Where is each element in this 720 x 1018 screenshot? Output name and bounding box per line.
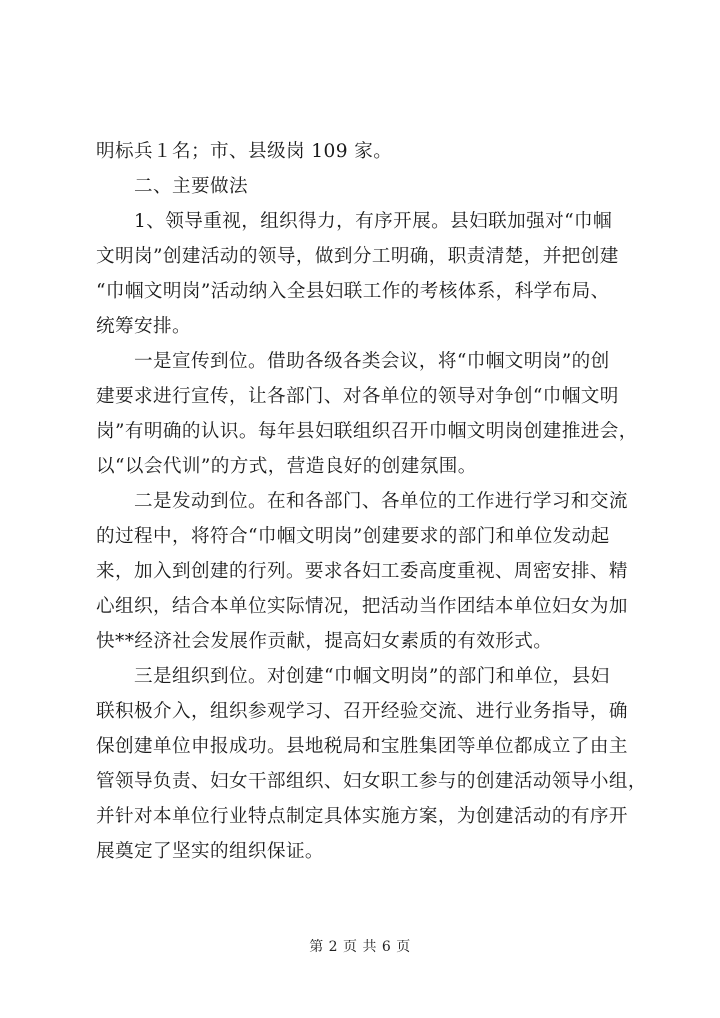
text-line: 建要求进行宣传，让各部门、对各单位的领导对争创“巾帼文明 <box>96 386 619 407</box>
text-line: “巾帼文明岗”活动纳入全县妇联工作的考核体系，科学布局、 <box>96 281 610 302</box>
document-body <box>96 134 647 869</box>
text-line: 心组织，结合本单位实际情况，把活动当作团结本单位妇女为加 <box>96 596 628 617</box>
text-line: 快**经济社会发展作贡献，提高妇女素质的有效形式。 <box>96 631 553 652</box>
paragraph-start: 1、领导重视，组织得力，有序开展。县妇联加强对“巾帼 <box>134 211 612 232</box>
text-line: 文明岗”创建活动的领导，做到分工明确，职责清楚，并把创建 <box>96 246 619 267</box>
text-line: 联积极介入，组织参观学习、召开经验交流、进行业务指导，确 <box>96 701 628 722</box>
text-line: 来，加入到创建的行列。要求各妇工委高度重视、周密安排、精 <box>96 561 628 582</box>
text-line: 并针对本单位行业特点制定具体实施方案，为创建活动的有序开 <box>96 806 628 827</box>
text-line: 保创建单位申报成功。县地税局和宝胜集团等单位都成立了由主 <box>96 736 628 757</box>
paragraph-start: 三是组织到位。对创建“巾帼文明岗”的部门和单位，县妇 <box>134 666 610 687</box>
paragraph-start: 一是宣传到位。借助各级各类会议，将“巾帼文明岗”的创 <box>134 351 610 372</box>
paragraph-start: 二是发动到位。在和各部门、各单位的工作进行学习和交流 <box>134 491 628 512</box>
text-line: 明标兵１名；市、县级岗 109 家。 <box>96 141 393 162</box>
text-line: 岗”有明确的认识。每年县妇联组织召开巾帼文明岗创建推进会， <box>96 421 638 442</box>
text-line: 的过程中，将符合“巾帼文明岗”创建要求的部门和单位发动起 <box>96 526 610 547</box>
text-line: 展奠定了坚实的组织保证。 <box>96 841 324 862</box>
text-line: 管领导负责、妇女干部组织、妇女职工参与的创建活动领导小组， <box>96 771 647 792</box>
page-number-footer: 第 2 页 共 6 页 <box>309 939 411 955</box>
section-heading: 二、主要做法 <box>134 176 248 197</box>
text-line: 以“以会代训”的方式，营造良好的创建氛围。 <box>96 456 477 477</box>
text-line: 统筹安排。 <box>96 316 191 337</box>
